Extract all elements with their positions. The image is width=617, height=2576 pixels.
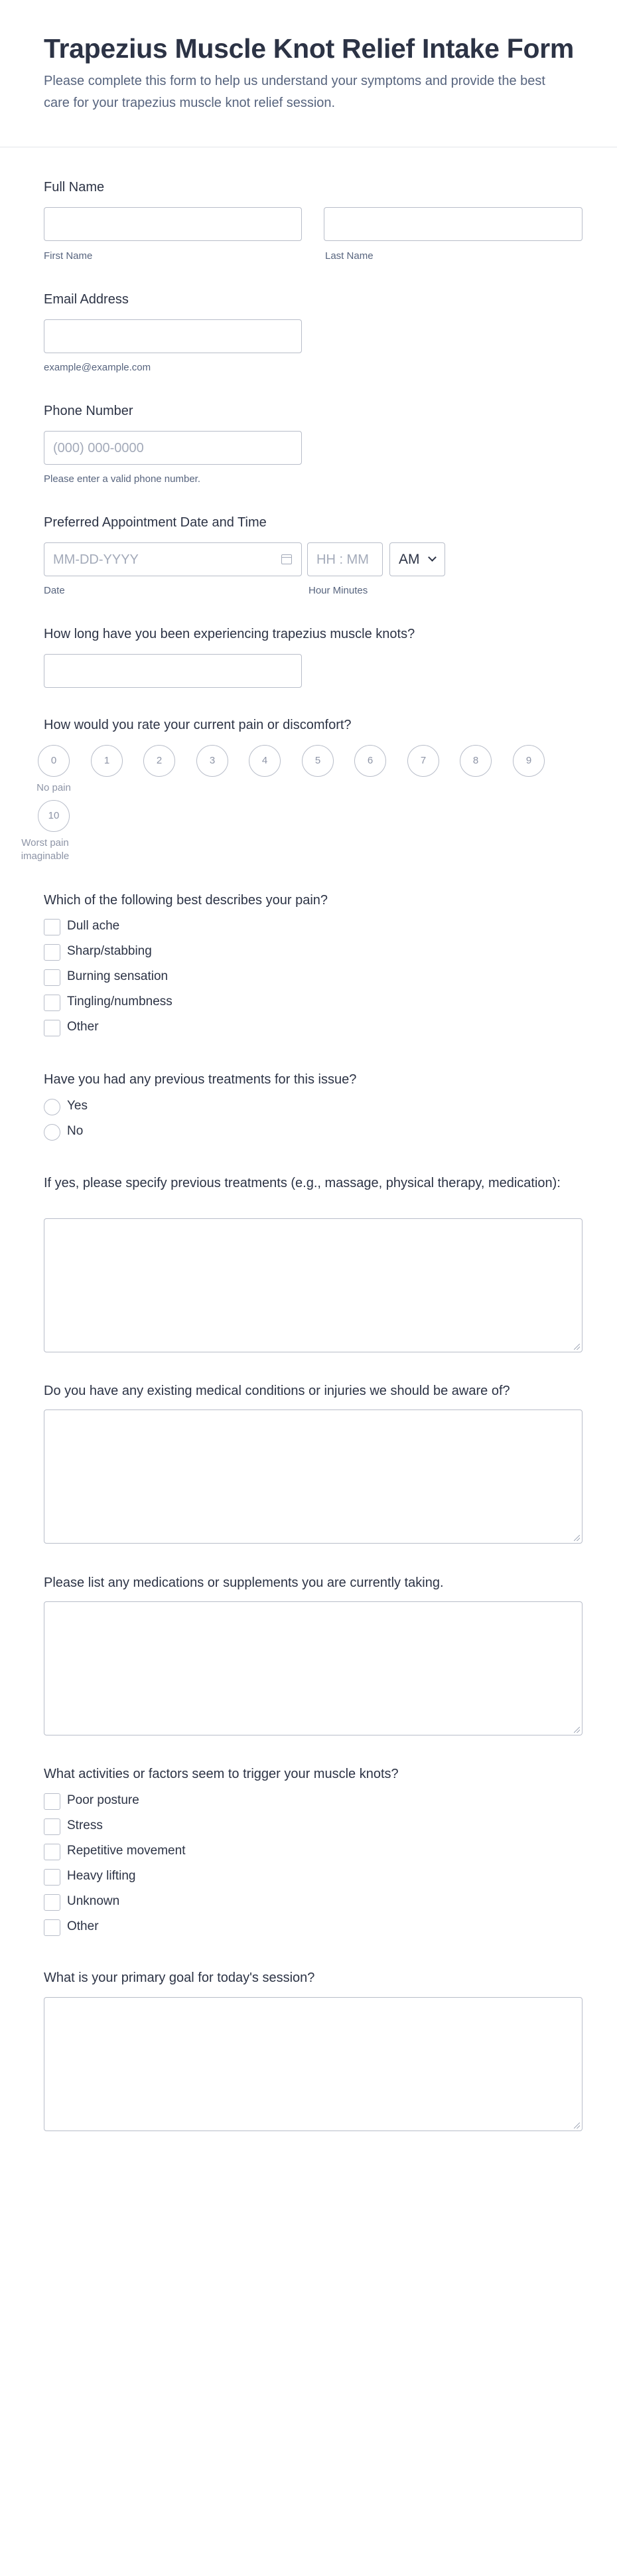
- ampm-select[interactable]: [389, 542, 445, 576]
- last-name-sublabel: Last Name: [325, 250, 374, 262]
- date-input[interactable]: [44, 542, 302, 576]
- checkbox[interactable]: [44, 1818, 60, 1835]
- resize-grip-icon[interactable]: [574, 1535, 580, 1541]
- triggers-label: What activities or factors seem to trigger your muscle knots?: [44, 1767, 399, 1781]
- pain-scale-0[interactable]: 0: [38, 745, 70, 777]
- option-label: Unknown: [67, 1894, 120, 1908]
- resize-grip-icon[interactable]: [574, 2123, 580, 2129]
- form-header: [0, 0, 617, 147]
- appointment-label: Preferred Appointment Date and Time: [44, 515, 267, 530]
- date-sublabel: Date: [44, 585, 65, 596]
- checkbox[interactable]: [44, 944, 60, 961]
- treatments-detail-textarea[interactable]: [44, 1218, 583, 1352]
- previous-treatments-label: Have you had any previous treatments for this issue?: [44, 1072, 357, 1087]
- option-label: Other: [67, 1919, 99, 1933]
- pain-scale-6[interactable]: 6: [354, 745, 386, 777]
- last-name-input[interactable]: [324, 207, 583, 241]
- pain-rating-label: How would you rate your current pain or discomfort?: [44, 718, 352, 732]
- pain-scale-5[interactable]: 5: [302, 745, 334, 777]
- time-placeholder: HH : MM: [316, 552, 369, 567]
- ampm-value: AM: [399, 552, 420, 567]
- time-sublabel: Hour Minutes: [308, 585, 368, 596]
- pain-scale-7[interactable]: 7: [407, 745, 439, 777]
- form-title: Trapezius Muscle Knot Relief Intake Form: [44, 33, 575, 64]
- pain-scale-9[interactable]: 9: [513, 745, 545, 777]
- phone-sublabel: Please enter a valid phone number.: [44, 473, 200, 485]
- checkbox[interactable]: [44, 1894, 60, 1911]
- goal-label: What is your primary goal for today's session?: [44, 1971, 315, 1985]
- email-input[interactable]: [44, 319, 302, 353]
- option-label: Sharp/stabbing: [67, 944, 152, 958]
- duration-label: How long have you been experiencing trapezius muscle knots?: [44, 627, 415, 641]
- pain-scale-10[interactable]: 10: [38, 800, 70, 832]
- email-label: Email Address: [44, 292, 129, 307]
- checkbox[interactable]: [44, 919, 60, 935]
- phone-input[interactable]: [44, 431, 302, 465]
- chevron-down-icon: [428, 553, 437, 562]
- option-label: Poor posture: [67, 1793, 139, 1807]
- calendar-icon[interactable]: [281, 554, 292, 564]
- pain-scale-8[interactable]: 8: [460, 745, 492, 777]
- first-name-sublabel: First Name: [44, 250, 93, 262]
- full-name-label: Full Name: [44, 180, 105, 195]
- pain-scale-4[interactable]: 4: [249, 745, 281, 777]
- checkbox[interactable]: [44, 1919, 60, 1936]
- option-label: Tingling/numbness: [67, 995, 172, 1008]
- pain-scale-3[interactable]: 3: [196, 745, 228, 777]
- checkbox[interactable]: [44, 1020, 60, 1036]
- option-label: Other: [67, 1020, 99, 1034]
- medications-label: Please list any medications or supplements you are currently taking.: [44, 1575, 444, 1590]
- time-input[interactable]: [307, 542, 383, 576]
- resize-grip-icon[interactable]: [574, 1344, 580, 1350]
- checkbox[interactable]: [44, 1869, 60, 1886]
- checkbox[interactable]: [44, 1844, 60, 1860]
- option-label: Dull ache: [67, 919, 120, 933]
- form-subtitle: Please complete this form to help us understand your symptoms and provide the best care for your trapezius muscle knot relief session.: [44, 74, 545, 110]
- checkbox[interactable]: [44, 995, 60, 1011]
- medical-conditions-textarea[interactable]: [44, 1409, 583, 1544]
- option-label: No: [67, 1124, 84, 1138]
- checkbox[interactable]: [44, 969, 60, 986]
- goal-textarea[interactable]: [44, 1997, 583, 2131]
- pain-scale-max-caption: Worst pain imaginable: [21, 837, 70, 862]
- email-sublabel: example@example.com: [44, 362, 151, 373]
- treatments-detail-label: If yes, please specify previous treatments (e.g., massage, physical therapy, medication):: [44, 1176, 561, 1190]
- option-label: Yes: [67, 1099, 88, 1113]
- medications-textarea[interactable]: [44, 1601, 583, 1735]
- first-name-input[interactable]: [44, 207, 302, 241]
- pain-scale-min-caption: No pain: [36, 782, 71, 793]
- radio-button[interactable]: [44, 1124, 60, 1141]
- radio-button[interactable]: [44, 1099, 60, 1115]
- phone-placeholder: (000) 000-0000: [53, 441, 144, 455]
- pain-type-label: Which of the following best describes your pain?: [44, 893, 328, 908]
- medical-conditions-label: Do you have any existing medical conditions or injuries we should be aware of?: [44, 1384, 510, 1398]
- duration-input[interactable]: [44, 654, 302, 688]
- date-placeholder: MM-DD-YYYY: [53, 552, 139, 567]
- pain-scale-1[interactable]: 1: [91, 745, 123, 777]
- phone-label: Phone Number: [44, 404, 133, 418]
- option-label: Burning sensation: [67, 969, 169, 983]
- resize-grip-icon[interactable]: [574, 1727, 580, 1733]
- option-label: Stress: [67, 1818, 103, 1832]
- option-label: Repetitive movement: [67, 1844, 186, 1858]
- pain-scale-2[interactable]: 2: [143, 745, 175, 777]
- option-label: Heavy lifting: [67, 1869, 136, 1883]
- checkbox[interactable]: [44, 1793, 60, 1810]
